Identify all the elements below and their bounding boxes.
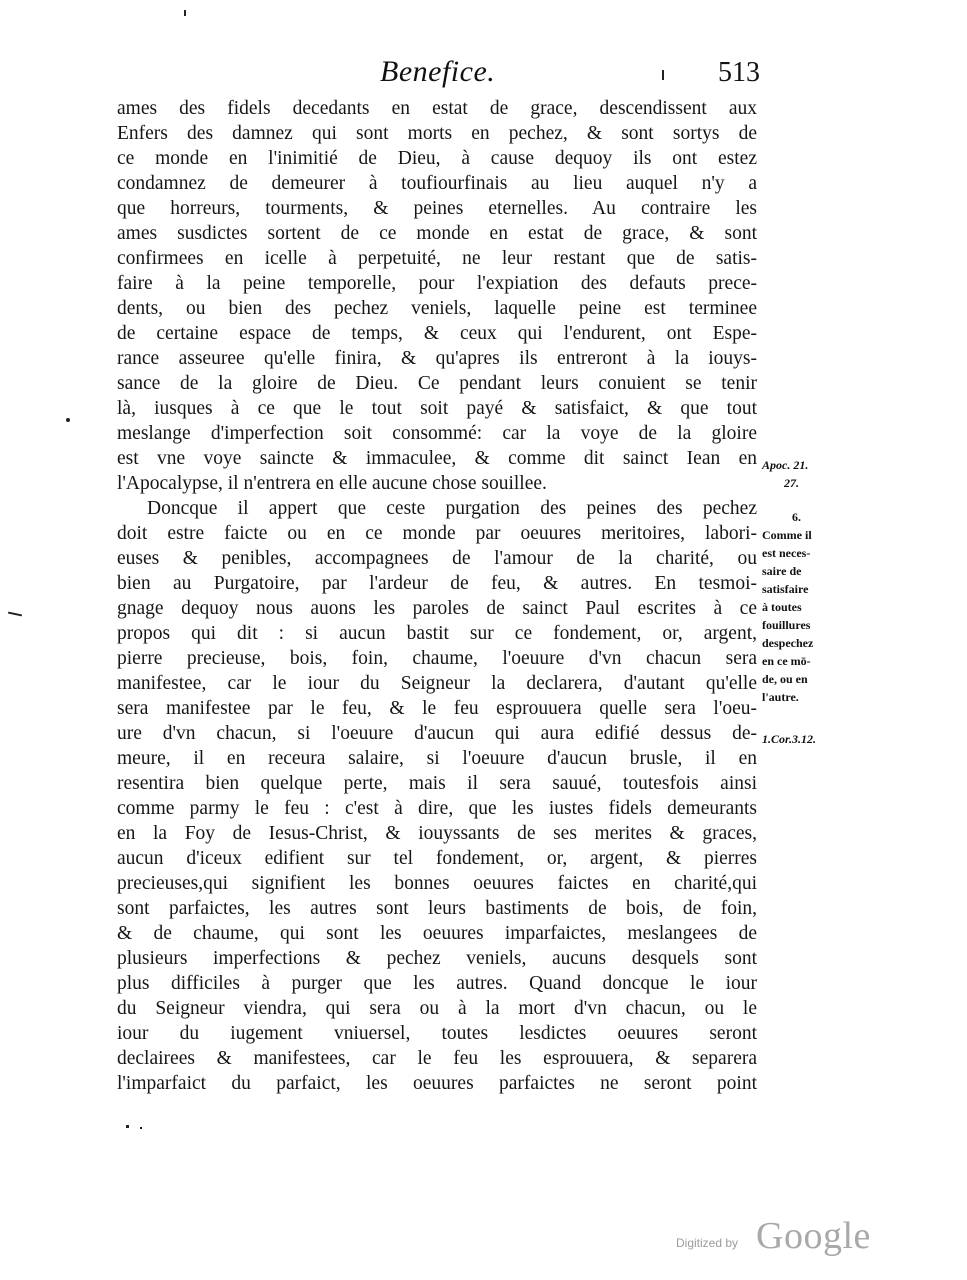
text-line: est vne voye saincte & immaculee, & comme dit sainct Iean en <box>117 448 757 469</box>
margin-note <box>762 508 842 706</box>
margin-ref-apoc-chapter: Apoc. 21. <box>762 458 809 472</box>
text-line: sont parfaictes, les autres sont leurs bastiments de bois, de foin, <box>117 898 757 919</box>
text-line: l'Apocalypse, il n'entrera en elle aucune chose souillee. <box>117 473 547 494</box>
text-line: meure, il en receura salaire, si l'oeuure d'aucun brusle, il en <box>117 748 757 769</box>
digitized-by-label: Digitized by <box>676 1236 739 1250</box>
google-logo: Google <box>756 1215 871 1257</box>
text-line: faire à la peine temporelle, pour l'expiation des defauts prece- <box>117 273 757 294</box>
running-title: Benefice. <box>380 55 496 88</box>
page-number: 513 <box>718 57 760 88</box>
margin-note-line: en ce mō- <box>762 654 811 668</box>
text-line: de certaine espace de temps, & ceux qui l'endurent, ont Espe- <box>117 323 757 344</box>
margin-note-line: de, ou en <box>762 672 808 686</box>
text-line: dents, ou bien des pechez veniels, laquelle peine est terminee <box>117 298 757 319</box>
text-line: pierre precieuse, bois, foin, chaume, l'oeuure d'vn chacun sera <box>117 648 757 669</box>
text-line: resentira bien quelque perte, mais il sera sauué, toutesfois ainsi <box>117 773 757 794</box>
text-line: declairees & manifestees, car le feu les esprouuera, & separera <box>117 1048 757 1069</box>
text-line: & de chaume, qui sont les oeuures imparfaictes, meslangees de <box>117 923 757 944</box>
margin-note-line: Comme il <box>762 528 812 542</box>
margin-note-line: est neces- <box>762 546 811 560</box>
text-line: ce monde en l'inimitié de Dieu, à cause dequoy ils ont estez <box>117 148 757 169</box>
scan-speck <box>662 70 664 80</box>
text-line: plusieurs imperfections & pechez veniels, aucuns desquels sont <box>117 948 757 969</box>
text-line: comme parmy le feu : c'est à dire, que les iustes fidels demeurants <box>117 798 757 819</box>
text-line: du Seigneur viendra, qui sera ou à la mort d'vn chacun, ou le <box>117 998 757 1019</box>
margin-note-number: 6. <box>792 510 801 524</box>
text-line: l'imparfaict du parfaict, les oeuures parfaictes ne seront point <box>117 1073 757 1094</box>
scan-speck <box>126 1125 129 1128</box>
scan-speck <box>184 10 186 16</box>
text-line: Doncque il appert que ceste purgation des peines des pechez <box>147 498 757 519</box>
text-line: que horreurs, tourments, & peines eternelles. Au contraire les <box>117 198 757 219</box>
text-line: bien au Purgatoire, par l'ardeur de feu, & autres. En tesmoi- <box>117 573 757 594</box>
text-line: plus difficiles à purger que les autres. Quand doncque le iour <box>117 973 757 994</box>
text-line: ames des fidels decedants en estat de grace, descendissent aux <box>117 98 757 119</box>
text-line: ames susdictes sortent de ce monde en estat de grace, & sont <box>117 223 757 244</box>
margin-note-line: à toutes <box>762 600 802 614</box>
text-line: meslange d'imperfection soit consommé: car la voye de la gloire <box>117 423 757 444</box>
text-line: euses & penibles, accompagnees de l'amour de la charité, ou <box>117 548 757 569</box>
text-line: gnage dequoy nous auons les paroles de sainct Paul escrites à ce <box>117 598 757 619</box>
margin-note-line: saire de <box>762 564 802 578</box>
text-line: iour du iugement vniuersel, toutes lesdictes oeuures seront <box>117 1023 757 1044</box>
text-line: precieuses,qui signifient les bonnes oeuures faictes en charité,qui <box>117 873 757 894</box>
text-line: sance de la gloire de Dieu. Ce pendant leurs conuient se tenir <box>117 373 757 394</box>
margin-ref-corinthians: 1.Cor.3.12. <box>762 732 817 746</box>
scan-speck <box>140 1127 142 1129</box>
digitized-by-google-watermark <box>676 1212 876 1262</box>
margin-ref-apoc-verse: 27. <box>784 476 799 490</box>
scan-speck <box>8 612 22 617</box>
text-line: sera manifestee par le feu, & le feu esprouuera quelle sera l'oeu- <box>117 698 757 719</box>
text-line: manifestee, car le iour du Seigneur la declarera, d'autant qu'elle <box>117 673 757 694</box>
text-line: ure d'vn chacun, si l'oeuure d'aucun qui aura edifié dessus de- <box>117 723 757 744</box>
text-line: confirmees en icelle à perpetuité, ne leur restant que de satis- <box>117 248 757 269</box>
margin-note-line: satisfaire <box>762 582 809 596</box>
text-line: rance asseuree qu'elle finira, & qu'apres ils entreront à la iouys- <box>117 348 757 369</box>
margin-ref-apocalypse <box>762 456 842 492</box>
margin-note-line: despechez <box>762 636 814 650</box>
text-line: aucun d'iceux edifient sur tel fondement, or, argent, & pierres <box>117 848 757 869</box>
text-line: là, iusques à ce que le tout soit payé & satisfaict, & que tout <box>117 398 757 419</box>
text-line: propos qui dit : si aucun bastit sur ce fondement, or, argent, <box>117 623 757 644</box>
scan-speck <box>66 418 70 422</box>
page-header <box>380 55 760 95</box>
body-text <box>117 96 757 1096</box>
text-line: doit estre faicte ou en ce monde par oeuures meritoires, labori- <box>117 523 757 544</box>
text-line: en la Foy de Iesus-Christ, & iouyssants de ses merites & graces, <box>117 823 757 844</box>
margin-note-line: l'autre. <box>762 690 799 704</box>
text-line: condamnez de demeurer à toufiourfinais au lieu auquel n'y a <box>117 173 757 194</box>
margin-note-line: fouillures <box>762 618 811 632</box>
text-line: Enfers des damnez qui sont morts en pechez, & sont sortys de <box>117 123 757 144</box>
